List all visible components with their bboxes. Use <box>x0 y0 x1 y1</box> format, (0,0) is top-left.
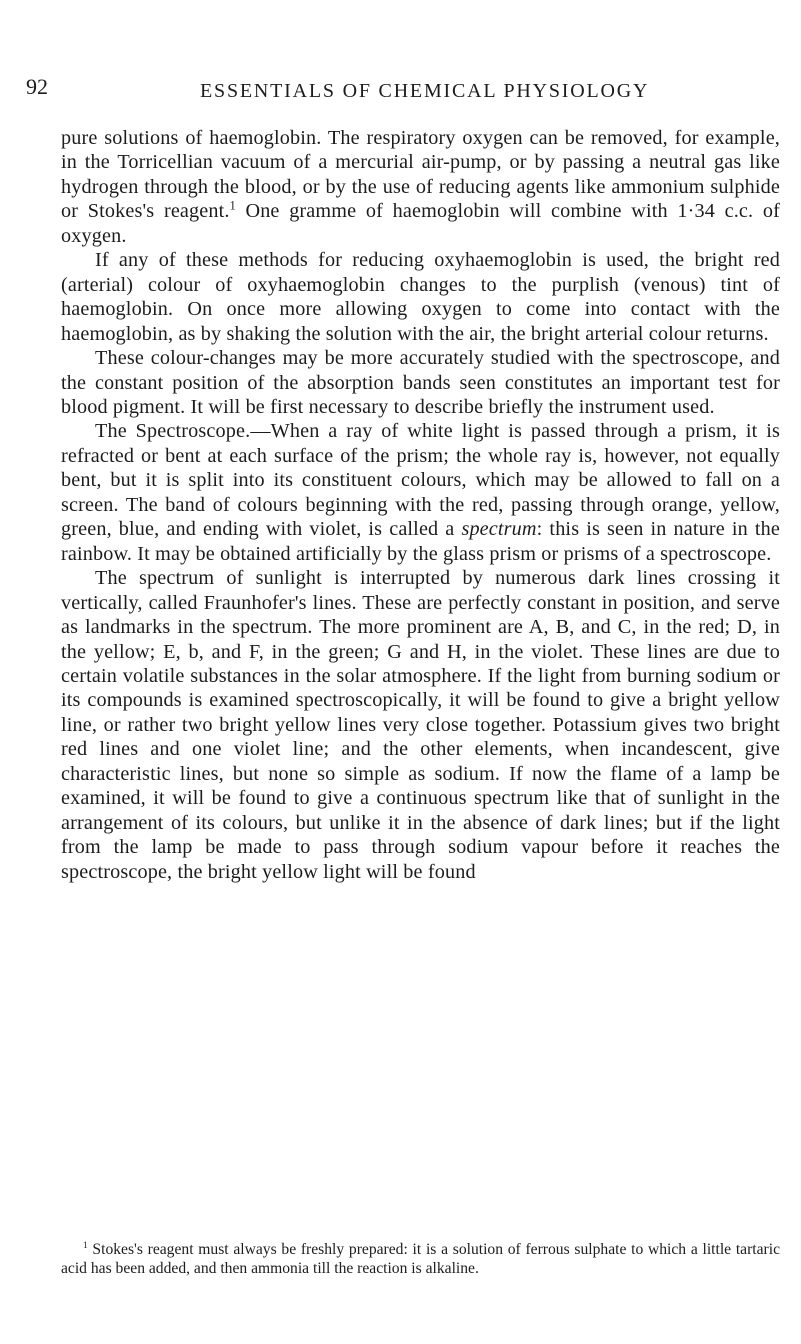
paragraph-3: These colour-changes may be more accurately studied with the spectroscope, and the constant position of the absorption bands seen constitutes an important test for blood pigment. It will be first necessary to describe briefly the instrument used. <box>61 347 780 418</box>
footnote-reference[interactable]: 1 <box>229 198 236 213</box>
paragraph-1-tail: One gramme of haemoglobin will combine with 1·34 c.c. of oxygen. <box>61 200 780 247</box>
footnote-text: Stokes's reagent must always be freshly prepared: it is a solution of ferrous sulphate to which a little tartaric acid has been added, and then ammonia till the reaction is alkaline. <box>61 1241 780 1277</box>
footnote <box>61 1240 780 1278</box>
paragraph-1 <box>61 126 780 248</box>
footnote-marker: 1 <box>83 1240 88 1251</box>
footnote-body <box>61 1240 780 1278</box>
term-spectrum: spectrum <box>461 518 537 541</box>
paragraph-4-text-b: : this is seen in nature in the rainbow. It may be obtained artificially by the glass prism or prisms of a spectroscope. <box>61 518 780 565</box>
section-heading-spectroscope: The Spectroscope. <box>95 420 251 443</box>
running-title: ESSENTIALS OF CHEMICAL PHYSIOLOGY <box>200 80 650 102</box>
paragraph-4-text-a: —When a ray of white light is passed through a prism, it is refracted or bent at each surface of the prism; the whole ray is, however, not equally bent, but it is split into its constituent colours, which may be allowed to fall on a screen. The band of colours beginning with the red, passing through orange, yellow, green, blue, and ending with violet, is called a <box>61 420 780 541</box>
paragraph-1-text: pure solutions of haemoglobin. The respiratory oxygen can be removed, for example, in the Torricellian vacuum of a mercurial air-pump, or by passing a neutral gas like hydrogen through the blood, or by the use of reducing agents like ammonium sulphide or Stokes's reagent. <box>61 127 780 223</box>
paragraph-2: If any of these methods for reducing oxyhaemoglobin is used, the bright red (arterial) colour of oxyhaemoglobin changes to the purplish (venous) tint of haemoglobin. On once more allowing oxygen to come into contact with the haemoglobin, as by shaking the solution with the air, the bright arterial colour returns. <box>61 249 780 345</box>
paragraph-5: The spectrum of sunlight is interrupted by numerous dark lines crossing it vertically, called Fraunhofer's lines. These are perfectly constant in position, and serve as landmarks in the spectrum. The more prominent are A, B, and C, in the red; D, in the yellow; E, b, and F, in the green; G and H, in the violet. These lines are due to certain volatile substances in the solar atmosphere. If the light from burning sodium or its compounds is examined spectroscopically, it will be found to give a bright yellow line, or rather two bright yellow lines very close together. Potassium gives two bright red lines and one violet line; and the other elements, when incandescent, give characteristic lines, but none so simple as sodium. If now the flame of a lamp be examined, it will be found to give a continuous spectrum like that of sunlight in the arrangement of its colours, but unlike it in the absence of dark lines; but if the light from the lamp be made to pass through sodium vapour before it reaches the spectroscope, the bright yellow light will be found <box>61 567 780 883</box>
paragraph-4 <box>61 419 780 566</box>
page-number: 92 <box>26 74 48 99</box>
body-text <box>61 126 780 884</box>
